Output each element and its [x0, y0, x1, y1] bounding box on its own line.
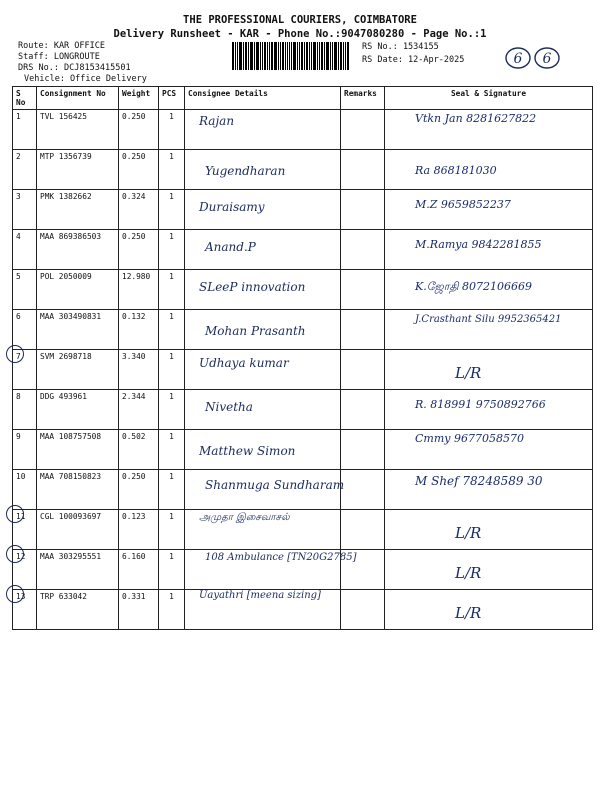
remarks-cell — [341, 150, 385, 190]
weight-cell: 0.250 — [119, 470, 159, 510]
remarks-cell — [341, 470, 385, 510]
signature-cell — [385, 150, 593, 190]
sno-circle-mark — [6, 585, 24, 603]
pcs-cell: 1 — [159, 110, 185, 150]
consignee-handwriting: Nivetha — [205, 400, 253, 414]
sno-circle-mark — [6, 545, 24, 563]
remarks-cell — [341, 190, 385, 230]
pcs-cell: 1 — [159, 430, 185, 470]
sno-cell: 4 — [13, 230, 37, 270]
consignment-cell: MAA 708150823 — [37, 470, 119, 510]
weight-cell: 0.250 — [119, 150, 159, 190]
sno-circle-mark — [6, 345, 24, 363]
consignment-cell: PMK 1382662 — [37, 190, 119, 230]
consignee-handwriting: Matthew Simon — [199, 444, 296, 458]
consignee-cell — [185, 430, 341, 470]
consignee-handwriting: Duraisamy — [199, 200, 265, 214]
pcs-cell: 1 — [159, 550, 185, 590]
pcs-cell: 1 — [159, 150, 185, 190]
col-consignment: Consignment No — [37, 87, 119, 110]
pcs-cell: 1 — [159, 310, 185, 350]
weight-cell: 6.160 — [119, 550, 159, 590]
table-row — [13, 390, 593, 430]
remarks-cell — [341, 590, 385, 630]
signature-handwriting: M Shef 78248589 30 — [415, 474, 543, 488]
consignee-cell — [185, 230, 341, 270]
remarks-cell — [341, 390, 385, 430]
col-pcs: PCS — [159, 87, 185, 110]
table-row — [13, 230, 593, 270]
consignee-cell — [185, 110, 341, 150]
page-stamp — [500, 46, 566, 70]
barcode-image — [232, 42, 350, 70]
consignee-cell — [185, 590, 341, 630]
remarks-cell — [341, 110, 385, 150]
sno-cell: 7 — [13, 350, 37, 390]
weight-cell: 0.331 — [119, 590, 159, 630]
rs-date: RS Date: 12-Apr-2025 — [362, 55, 465, 65]
weight-cell: 12.980 — [119, 270, 159, 310]
signature-handwriting: Vtkn Jan 8281627822 — [415, 112, 537, 125]
sno-cell: 1 — [13, 110, 37, 150]
drs-number: DRS No.: DCJ8153415501 — [18, 63, 131, 73]
signature-handwriting: L/R — [455, 564, 482, 582]
consignee-handwriting: அமுதா இசைவாசல் — [199, 512, 290, 523]
remarks-cell — [341, 510, 385, 550]
consignee-cell — [185, 270, 341, 310]
signature-cell — [385, 470, 593, 510]
consignment-cell: SVM 2698718 — [37, 350, 119, 390]
sno-cell: 12 — [13, 550, 37, 590]
sno-cell: 9 — [13, 430, 37, 470]
consignment-cell: MAA 869386503 — [37, 230, 119, 270]
consignee-handwriting: Yugendharan — [205, 164, 286, 178]
sno-cell: 6 — [13, 310, 37, 350]
table-row — [13, 590, 593, 630]
consignee-cell — [185, 510, 341, 550]
remarks-cell — [341, 310, 385, 350]
signature-cell — [385, 110, 593, 150]
consignee-handwriting: Shanmuga Sundharam — [205, 478, 345, 492]
consignee-handwriting: 108 Ambulance [TN20G2785] — [205, 552, 357, 563]
table-row — [13, 150, 593, 190]
signature-handwriting: J.Crasthant Silu 9952365421 — [415, 314, 562, 325]
table-row — [13, 430, 593, 470]
sno-cell: 11 — [13, 510, 37, 550]
signature-handwriting: L/R — [455, 604, 482, 622]
signature-handwriting: Cmmy 9677058570 — [415, 432, 524, 445]
weight-cell: 0.250 — [119, 230, 159, 270]
pcs-cell: 1 — [159, 230, 185, 270]
rs-number: RS No.: 1534155 — [362, 42, 439, 52]
signature-handwriting: M.Z 9659852237 — [415, 198, 511, 211]
svg-text:6: 6 — [542, 51, 552, 67]
company-title: THE PROFESSIONAL COURIERS, COIMBATORE — [183, 14, 417, 26]
remarks-cell — [341, 430, 385, 470]
vehicle-label: Vehicle: Office Delivery — [24, 74, 147, 84]
runsheet-table — [12, 86, 593, 630]
sno-cell: 8 — [13, 390, 37, 430]
table-row — [13, 350, 593, 390]
consignee-cell — [185, 470, 345, 510]
sno-cell: 10 — [13, 470, 37, 510]
signature-handwriting: Ra 868181030 — [415, 164, 497, 177]
col-consignee: Consignee Details — [185, 87, 341, 110]
table-row — [13, 550, 593, 590]
weight-cell: 0.502 — [119, 430, 159, 470]
consignee-handwriting: Anand.P — [205, 240, 256, 254]
signature-cell — [385, 390, 593, 430]
pcs-cell: 1 — [159, 190, 185, 230]
col-weight: Weight — [119, 87, 159, 110]
signature-handwriting: M.Ramya 9842281855 — [415, 238, 542, 251]
table-row — [13, 510, 593, 550]
col-signature: Seal & Signature — [385, 87, 593, 110]
table-row — [13, 470, 593, 510]
pcs-cell: 1 — [159, 270, 185, 310]
table-row — [13, 270, 593, 310]
remarks-cell — [341, 270, 385, 310]
runsheet-subtitle: Delivery Runsheet - KAR - Phone No.:9047080280 - Page No.:1 — [113, 28, 487, 40]
consignee-cell — [185, 390, 341, 430]
pcs-cell: 1 — [159, 510, 185, 550]
signature-cell — [385, 270, 593, 310]
consignee-cell — [185, 310, 341, 350]
consignment-cell: MAA 303295551 — [37, 550, 119, 590]
consignment-cell: MAA 108757508 — [37, 430, 119, 470]
signature-cell — [385, 430, 593, 470]
weight-cell: 3.340 — [119, 350, 159, 390]
signature-cell — [385, 230, 593, 270]
weight-cell: 0.132 — [119, 310, 159, 350]
table-row — [13, 190, 593, 230]
pcs-cell: 1 — [159, 470, 185, 510]
col-sno: S No — [13, 87, 37, 110]
consignee-handwriting: Uayathri [meena sizing] — [199, 590, 321, 601]
consignment-cell: POL 2050009 — [37, 270, 119, 310]
consignee-handwriting: SLeeP innovation — [199, 280, 306, 294]
consignee-handwriting: Mohan Prasanth — [205, 324, 306, 338]
sno-cell: 2 — [13, 150, 37, 190]
weight-cell: 0.250 — [119, 110, 159, 150]
sno-cell: 13 — [13, 590, 37, 630]
pcs-cell: 1 — [159, 350, 185, 390]
consignee-cell — [185, 150, 341, 190]
pcs-cell: 1 — [159, 590, 185, 630]
weight-cell: 0.123 — [119, 510, 159, 550]
consignee-cell — [185, 550, 357, 590]
pcs-cell: 1 — [159, 390, 185, 430]
signature-handwriting: R. 818991 9750892766 — [415, 398, 546, 411]
consignment-cell: CGL 100093697 — [37, 510, 119, 550]
consignee-cell — [185, 190, 341, 230]
consignment-cell: TRP 633042 — [37, 590, 119, 630]
col-remarks: Remarks — [341, 87, 385, 110]
consignment-cell: MTP 1356739 — [37, 150, 119, 190]
weight-cell: 2.344 — [119, 390, 159, 430]
sno-cell: 3 — [13, 190, 37, 230]
remarks-cell — [341, 350, 385, 390]
consignment-cell: TVL 156425 — [37, 110, 119, 150]
weight-cell: 0.324 — [119, 190, 159, 230]
sno-cell: 5 — [13, 270, 37, 310]
signature-cell — [385, 550, 593, 590]
signature-cell — [385, 350, 593, 390]
signature-cell — [385, 310, 593, 350]
consignment-cell: DDG 493961 — [37, 390, 119, 430]
signature-handwriting: K.ஜோதி 8072106669 — [415, 280, 532, 293]
signature-handwriting: L/R — [455, 364, 482, 382]
table-header-row — [13, 87, 593, 110]
remarks-cell — [341, 230, 385, 270]
consignee-handwriting: Rajan — [199, 114, 235, 128]
consignment-cell: MAA 303490831 — [37, 310, 119, 350]
table-row — [13, 310, 593, 350]
staff-label: Staff: LONGROUTE — [18, 52, 100, 62]
table-row — [13, 110, 593, 150]
signature-cell — [385, 590, 593, 630]
sno-circle-mark — [6, 505, 24, 523]
svg-text:6: 6 — [513, 51, 523, 67]
route-label: Route: KAR OFFICE — [18, 41, 105, 51]
signature-cell — [385, 190, 593, 230]
consignee-handwriting: Udhaya kumar — [199, 356, 289, 370]
consignee-cell — [185, 350, 341, 390]
signature-handwriting: L/R — [455, 524, 482, 542]
signature-cell — [385, 510, 593, 550]
